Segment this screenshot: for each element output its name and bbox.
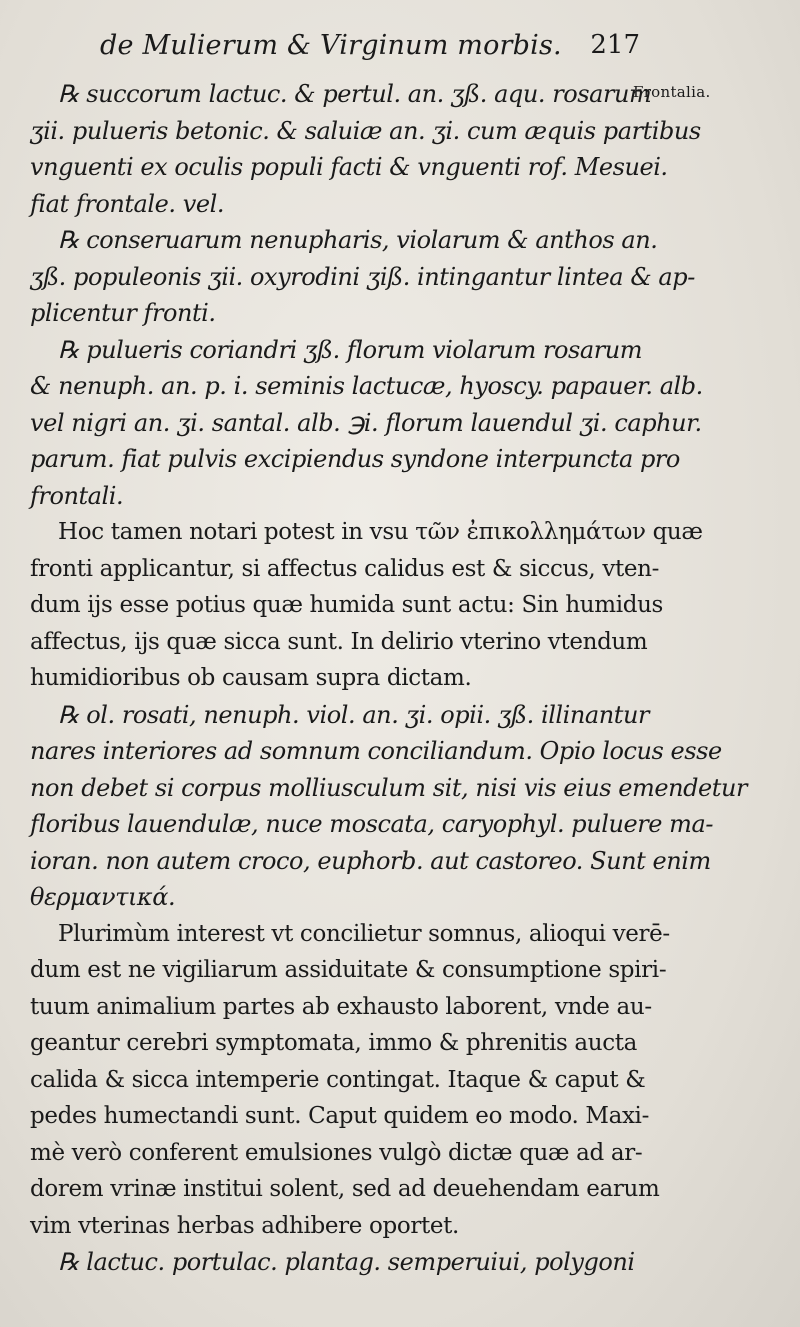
text-line: non debet si corpus molliusculum sit, nisi vis eius emendetur (30, 773, 747, 802)
text-line: mè verò conferent emulsiones vulgò dictæ quæ ad ar- (30, 1139, 643, 1166)
text-line: & nenuph. an. p. i. seminis lactucæ, hyoscy. papauer. alb. (30, 372, 703, 400)
recipe-paragraph (30, 1244, 652, 1281)
text-line: ℞ pulueris coriandri ʒß. florum violarum rosarum (58, 335, 643, 364)
text-line: ioran. non autem croco, euphorb. aut castoreo. Sunt enim (30, 846, 711, 875)
prose-paragraph (30, 916, 670, 1245)
margin-note: Frontalia. (633, 83, 711, 101)
text-line: dum est ne vigiliarum assiduitate & consumptione spiri- (30, 957, 667, 983)
text-line: Hoc tamen notari potest in vsu τῶν ἐπικολλημάτων quæ (58, 519, 703, 545)
text-line: ʒii. pulueris betonic. & saluiæ an. ʒi. cum æquis partibus (30, 116, 701, 145)
text-line: geantur cerebri symptomata, immo & phrenitis aucta (30, 1030, 638, 1056)
text-line: affectus, ijs quæ sicca sunt. In delirio vterino vtendum (30, 628, 648, 655)
text-line: θερμαντικά. (30, 883, 176, 911)
page-header (100, 30, 640, 72)
recipe-paragraph (30, 332, 703, 515)
text-line: frontali. (30, 481, 124, 510)
text-line: parum. fiat pulvis excipiendus syndone interpuncta pro (30, 445, 680, 473)
text-line: ℞ conseruarum nenupharis, violarum & anthos an. (58, 226, 658, 254)
text-line: vel nigri an. ʒi. santal. alb. ℈i. florum lauendul ʒi. caphur. (30, 408, 702, 437)
text-line: humidioribus ob causam supra dictam. (30, 665, 472, 691)
text-line: tuum animalium partes ab exhausto laborent, vnde au- (30, 993, 652, 1020)
recipe-paragraph (30, 697, 747, 916)
text-line: nares interiores ad somnum conciliandum. Opio locus esse (30, 737, 722, 765)
text-line: fronti applicantur, si affectus calidus est & siccus, vten- (30, 555, 660, 582)
text-line: ℞ lactuc. portulac. plantag. semperuiui, polygoni (58, 1248, 635, 1276)
page-number: 217 (590, 30, 640, 60)
text-line: vnguenti ex oculis populi facti & vnguenti rof. Mesuei. (30, 153, 668, 181)
text-line: Plurimùm interest vt concilietur somnus, alioqui verē- (58, 920, 670, 947)
text-line: dum ijs esse potius quæ humida sunt actu: Sin humidus (30, 592, 664, 618)
recipe-paragraph (30, 222, 695, 332)
text-line: ℞ ol. rosati, nenuph. viol. an. ʒi. opii. ʒß. illinantur (58, 700, 649, 729)
text-line: dorem vrinæ institui solent, sed ad deuehendam earum (30, 1176, 660, 1202)
text-line: floribus lauendulæ, nuce moscata, caryophyl. puluere ma- (30, 810, 713, 838)
text-line: ℞ succorum lactuc. & pertul. an. ʒß. aqu. rosarum (58, 80, 652, 108)
text-line: fiat frontale. vel. (30, 189, 225, 218)
text-line: calida & sicca intemperie contingat. Itaque & caput & (30, 1066, 646, 1093)
running-title: de Mulierum & Virginum morbis. (100, 30, 562, 61)
prose-paragraph (30, 514, 703, 697)
text-line: plicentur fronti. (30, 299, 216, 327)
text-line: pedes humectandi sunt. Caput quidem eo modo. Maxi- (30, 1103, 649, 1129)
text-line: ʒß. populeonis ʒii. oxyrodini ʒiß. intingantur lintea & ap- (30, 262, 695, 291)
text-line: vim vterinas herbas adhibere oportet. (30, 1212, 460, 1239)
